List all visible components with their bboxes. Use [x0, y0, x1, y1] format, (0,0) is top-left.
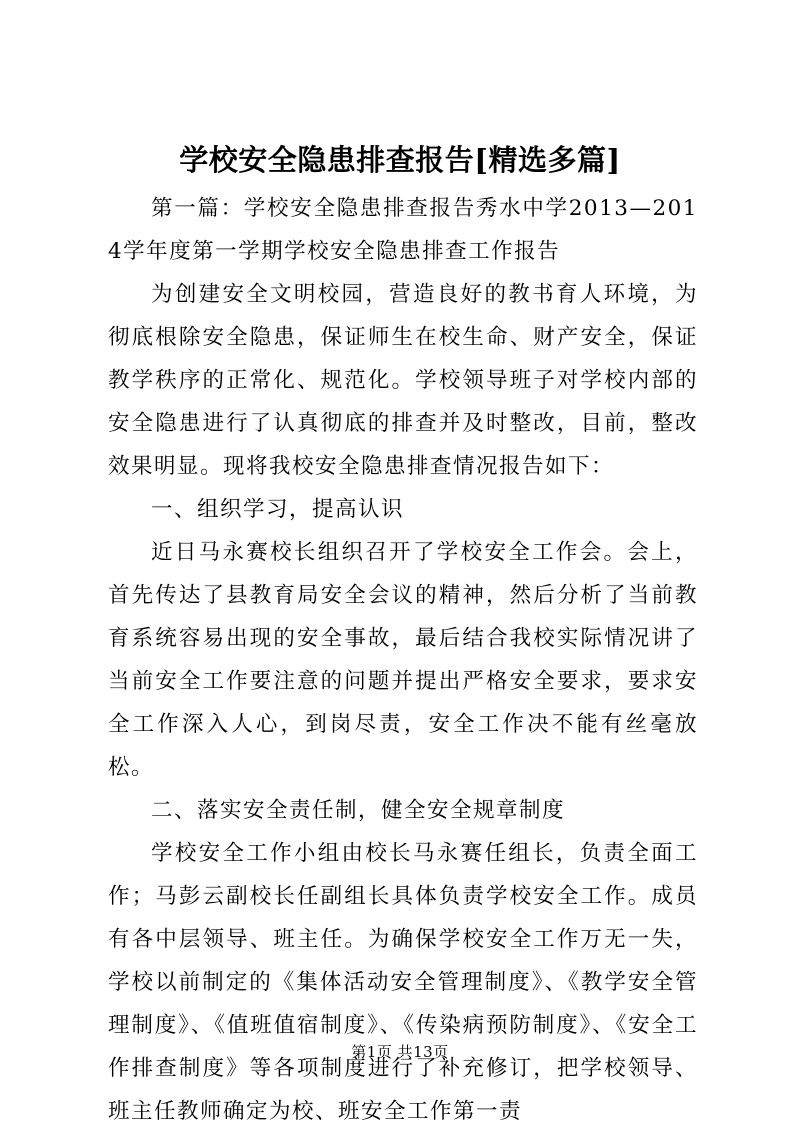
page-footer: 第1页 共13页 — [351, 1043, 449, 1061]
document-body — [108, 187, 698, 1133]
paragraph: 为创建安全文明校园，营造良好的教书育人环境，为彻底根除安全隐患，保证师生在校生命、财产安全，保证教学秩序的正常化、规范化。学校领导班子对学校内部的安全隐患进行了认真彻底的排查并及时整改，目前，整改效果明显。现将我校安全隐患排查情况报告如下： — [108, 282, 698, 479]
section-heading: 一、组织学习，提高认识 — [151, 497, 405, 522]
paragraph: 第一篇：学校安全隐患排查报告秀水中学2013—2014学年度第一学期学校安全隐患排查工作报告 — [108, 196, 698, 264]
section-heading: 二、落实安全责任制，健全安全规章制度 — [151, 798, 566, 823]
paragraph: 近日马永赛校长组织召开了学校安全工作会。会上，首先传达了县教育局安全会议的精神，然后分析了当前教育系统容易出现的安全事故，最后结合我校实际情况讲了当前安全工作要注意的问题并提出严格安全要求，要求安全工作深入人心，到岗尽责，安全工作决不能有丝毫放松。 — [108, 540, 698, 780]
document-title: 学校安全隐患排查报告[精选多篇] — [179, 143, 621, 177]
paragraph: 学校安全工作小组由校长马永赛任组长，负责全面工作；马彭云副校长任副组长具体负责学校安全工作。成员有各中层领导、班主任。为确保学校安全工作万无一失，学校以前制定的《集体活动安全管理制度》、《教学安全管理制度》、《值班值宿制度》、《传染病预防制度》、《安全工作排查制度》等各项制度进行了补充修订，把学校领导、班主任教师确定为校、班安全工作第一责 — [108, 841, 698, 1124]
